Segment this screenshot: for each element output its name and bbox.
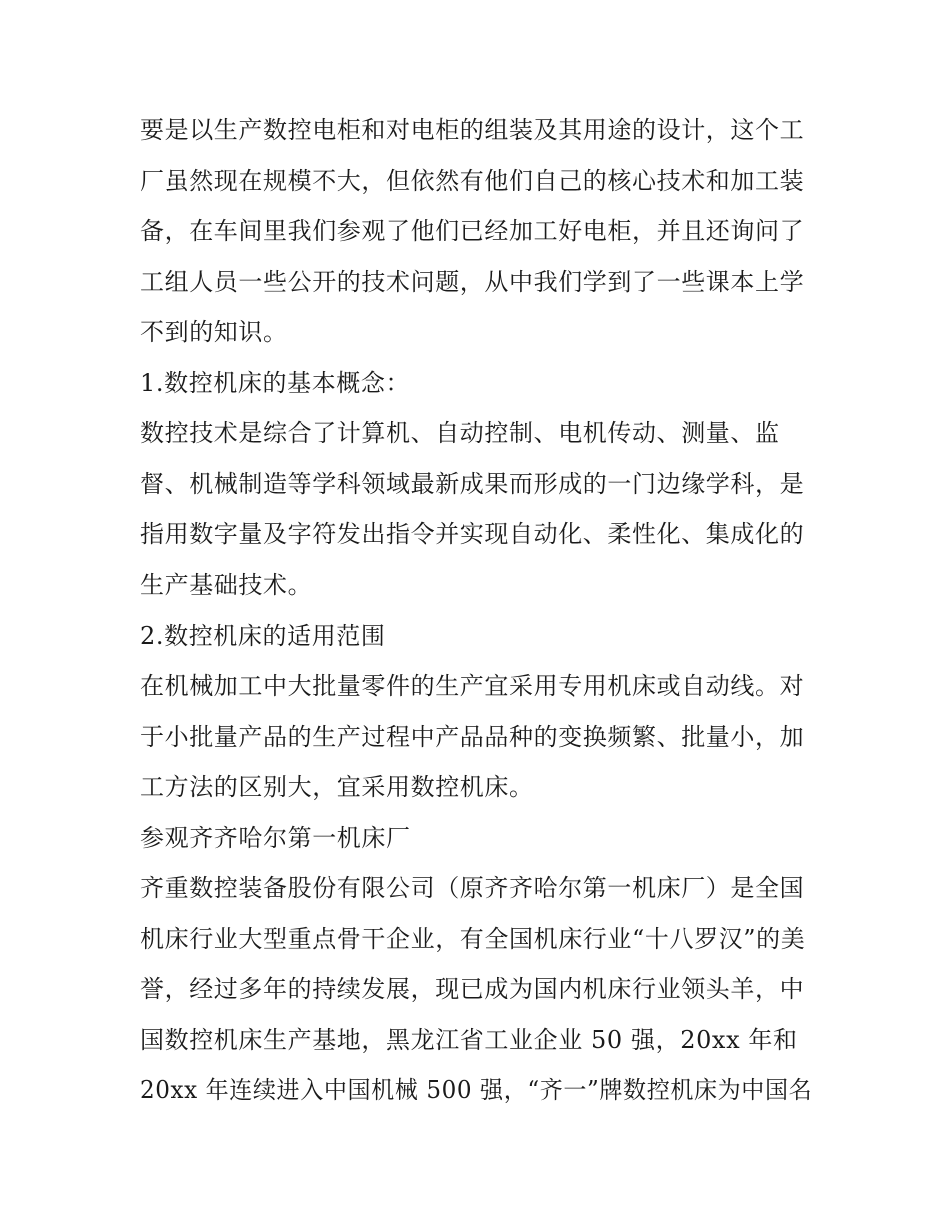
text-line: 在机械加工中大批量零件的生产宜采用专用机床或自动线。对 (140, 672, 805, 700)
section-heading: 2.数控机床的适用范围 (140, 622, 386, 650)
text-line: 数控技术是综合了计算机、自动控制、电机传动、测量、监 (140, 419, 780, 447)
text-line: 机床行业大型重点骨干企业，有全国机床行业“十八罗汉”的美 (140, 925, 806, 953)
text-line: 工组人员一些公开的技术问题，从中我们学到了一些课本上学 (140, 268, 805, 296)
section-heading: 参观齐齐哈尔第一机床厂 (140, 824, 411, 852)
text-line: 工方法的区别大，宜采用数控机床。 (140, 773, 534, 801)
text-line: 督、机械制造等学科领域最新成果而形成的一门边缘学科，是 (140, 470, 805, 498)
text-line: 生产基础技术。 (140, 571, 313, 599)
text-line: 备，在车间里我们参观了他们已经加工好电柜，并且还询问了 (140, 217, 805, 245)
text-line: 指用数字量及字符发出指令并实现自动化、柔性化、集成化的 (140, 520, 805, 548)
section-heading: 1.数控机床的基本概念： (140, 369, 411, 397)
text-line: 齐重数控装备股份有限公司（原齐齐哈尔第一机床厂）是全国 (140, 874, 805, 902)
text-line: 20xx 年连续进入中国机械 500 强，“齐一”牌数控机床为中国名 (140, 1076, 813, 1104)
text-line: 要是以生产数控电柜和对电柜的组装及其用途的设计，这个工 (140, 116, 805, 144)
text-line: 国数控机床生产基地，黑龙江省工业企业 50 强，20xx 年和 (140, 1026, 798, 1054)
text-line: 于小批量产品的生产过程中产品品种的变换频繁、批量小，加 (140, 723, 805, 751)
text-line: 厂虽然现在规模不大，但依然有他们自己的核心技术和加工装 (140, 167, 805, 195)
text-line: 誉，经过多年的持续发展，现已成为国内机床行业领头羊，中 (140, 975, 805, 1003)
text-line: 不到的知识。 (140, 318, 288, 346)
